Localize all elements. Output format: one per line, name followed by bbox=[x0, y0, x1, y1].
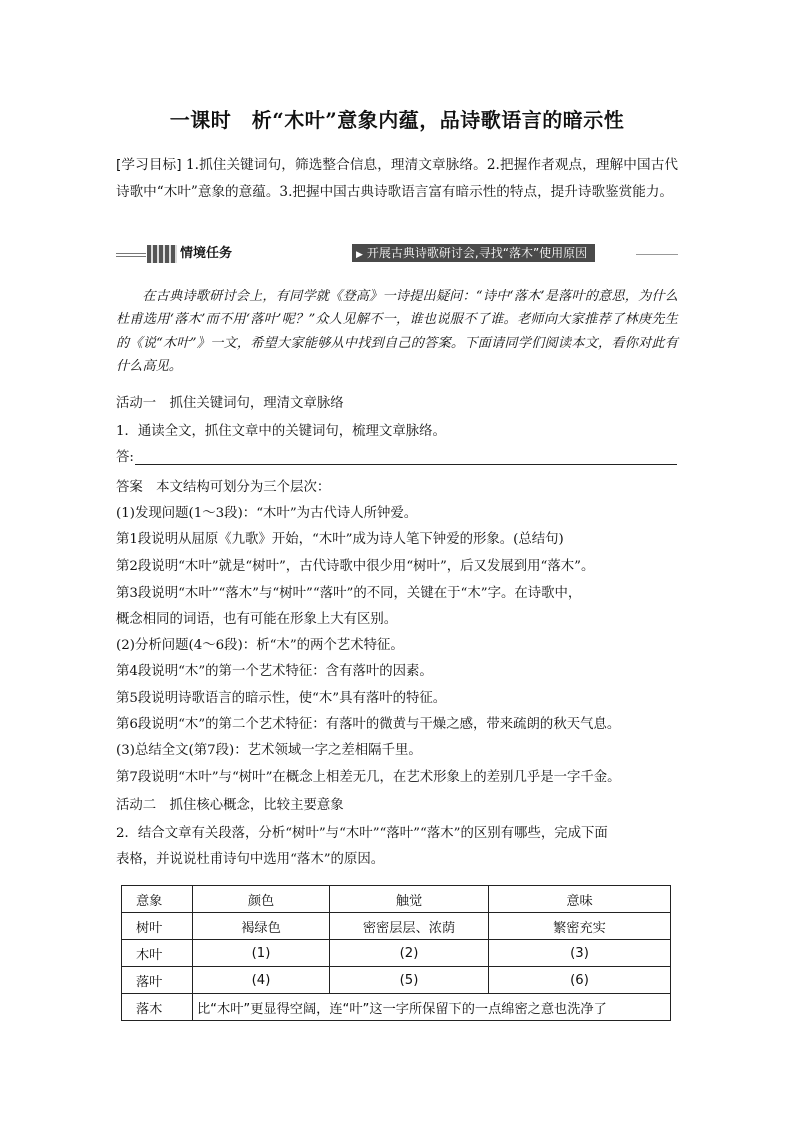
table-cell-blank[interactable]: (2) bbox=[330, 940, 489, 967]
table-header-cell: 意味 bbox=[489, 886, 671, 913]
table-header-cell: 颜色 bbox=[193, 886, 330, 913]
table-header-cell: 意象 bbox=[122, 886, 193, 913]
table-cell-blank[interactable]: (6) bbox=[489, 967, 671, 994]
answer-line-7: 第4段说明“木”的第一个艺术特征：含有落叶的因素。 bbox=[116, 664, 433, 679]
answer-line-10: (3)总结全文(第7段)：艺术领域一字之差相隔千里。 bbox=[116, 743, 422, 758]
table-cell: 褐绿色 bbox=[193, 913, 330, 940]
answer-line[interactable] bbox=[135, 464, 677, 465]
answer-prefix: 答: bbox=[116, 450, 134, 465]
task-banner bbox=[116, 244, 678, 264]
table-cell-span: 比“木叶”更显得空阔，连“叶”这一字所保留下的一点绵密之意也洗净了 bbox=[193, 994, 671, 1021]
banner-ribbon bbox=[352, 244, 595, 262]
play-arrow-icon: ▶ bbox=[356, 250, 363, 260]
answer-line-6: (2)分析问题(4～6段)：析“木”的两个艺术特征。 bbox=[116, 638, 404, 653]
table-cell-blank[interactable]: (5) bbox=[330, 967, 489, 994]
table-row bbox=[122, 994, 671, 1021]
banner-decoration-bars bbox=[147, 245, 177, 263]
activity1-question: 1．通读全文，抓住文章中的关键词句，梳理文章脉络。 bbox=[116, 424, 446, 439]
answer-line-3: 第2段说明“木叶”就是“树叶”，古代诗歌中很少用“树叶”，后又发展到用“落木”。 bbox=[116, 559, 595, 574]
activity2-title: 活动二 抓住核心概念，比较主要意象 bbox=[116, 798, 344, 813]
table-cell: 繁密充实 bbox=[489, 913, 671, 940]
banner-ribbon-text: 开展古典诗歌研讨会,寻找“落木”使用原因 bbox=[366, 246, 588, 260]
answer-line-0: 答案 本文结构可划分为三个层次： bbox=[116, 480, 331, 495]
table-cell-blank[interactable]: (1) bbox=[193, 940, 330, 967]
table-row bbox=[122, 913, 671, 940]
answer-line-8: 第5段说明诗歌语言的暗示性，使“木”具有落叶的特征。 bbox=[116, 691, 447, 706]
answer-line-11: 第7段说明“木叶”与“树叶”在概念上相差无几，在艺术形象上的差别几乎是一字千金。 bbox=[116, 770, 621, 785]
learning-goals bbox=[116, 152, 678, 205]
table-cell-blank[interactable]: (3) bbox=[489, 940, 671, 967]
table-header-cell: 触觉 bbox=[330, 886, 489, 913]
table-row bbox=[122, 967, 671, 994]
imagery-table bbox=[121, 885, 671, 1021]
activity2-question-line1: 2．结合文章有关段落，分析“树叶”与“木叶”“落叶”“落木”的区别有哪些，完成下面 bbox=[116, 826, 608, 841]
activity1-title: 活动一 抓住关键词句，理清文章脉络 bbox=[116, 396, 344, 411]
table-row bbox=[122, 940, 671, 967]
table-cell-blank[interactable]: (4) bbox=[193, 967, 330, 994]
table-cell: 落叶 bbox=[122, 967, 193, 994]
table-cell: 落木 bbox=[122, 994, 193, 1021]
banner-rule bbox=[636, 254, 678, 255]
table-cell: 密密层层、浓荫 bbox=[330, 913, 489, 940]
page-title: 一课时 析“木叶”意象内蕴，品诗歌语言的暗示性 bbox=[169, 108, 625, 132]
answer-line-2: 第1段说明从屈原《九歌》开始，“木叶”成为诗人笔下钟爱的形象。(总结句) bbox=[116, 532, 564, 547]
table-cell: 木叶 bbox=[122, 940, 193, 967]
banner-decoration-lines bbox=[116, 253, 146, 257]
table-header-row bbox=[122, 886, 671, 913]
answer-line-9: 第6段说明“木”的第二个艺术特征：有落叶的微黄与干燥之感，带来疏朗的秋天气息。 bbox=[116, 717, 621, 732]
banner-label: 情境任务 bbox=[180, 246, 233, 261]
activity2-question-line2: 表格，并说说杜甫诗句中选用“落木”的原因。 bbox=[116, 852, 385, 867]
learning-goals-tag: [学习目标] bbox=[116, 157, 182, 173]
answer-line-4: 第3段说明“木叶”“落木”与“树叶”“落叶”的不同，关键在于“木”字。在诗歌中， bbox=[116, 586, 582, 601]
learning-goals-text: 1.抓住关键词句，筛选整合信息，理清文章脉络。2.把握作者观点，理解中国古代诗歌中“木叶”意象的意蕴。3.把握中国古典诗歌语言富有暗示性的特点，提升诗歌鉴赏能力。 bbox=[116, 157, 679, 200]
table-cell: 树叶 bbox=[122, 913, 193, 940]
answer-line-1: (1)发现问题(1～3段)：“木叶”为古代诗人所钟爱。 bbox=[116, 506, 418, 521]
scenario-text: 在古典诗歌研讨会上，有同学就《登高》一诗提出疑问：“诗中‘落木’是落叶的意思，为什么杜甫选用‘落木’而不用‘落叶’呢？”众人见解不一，谁也说服不了谁。老师向大家推荐了林庚先生的《说“木叶”》一文，希望大家能够从中找到自己的答案。下面请同学们阅读本文，看你对此有什么高见。 bbox=[116, 289, 678, 375]
scenario-paragraph bbox=[116, 285, 678, 379]
answer-line-5: 概念相同的词语，也有可能在形象上大有区别。 bbox=[116, 612, 398, 627]
